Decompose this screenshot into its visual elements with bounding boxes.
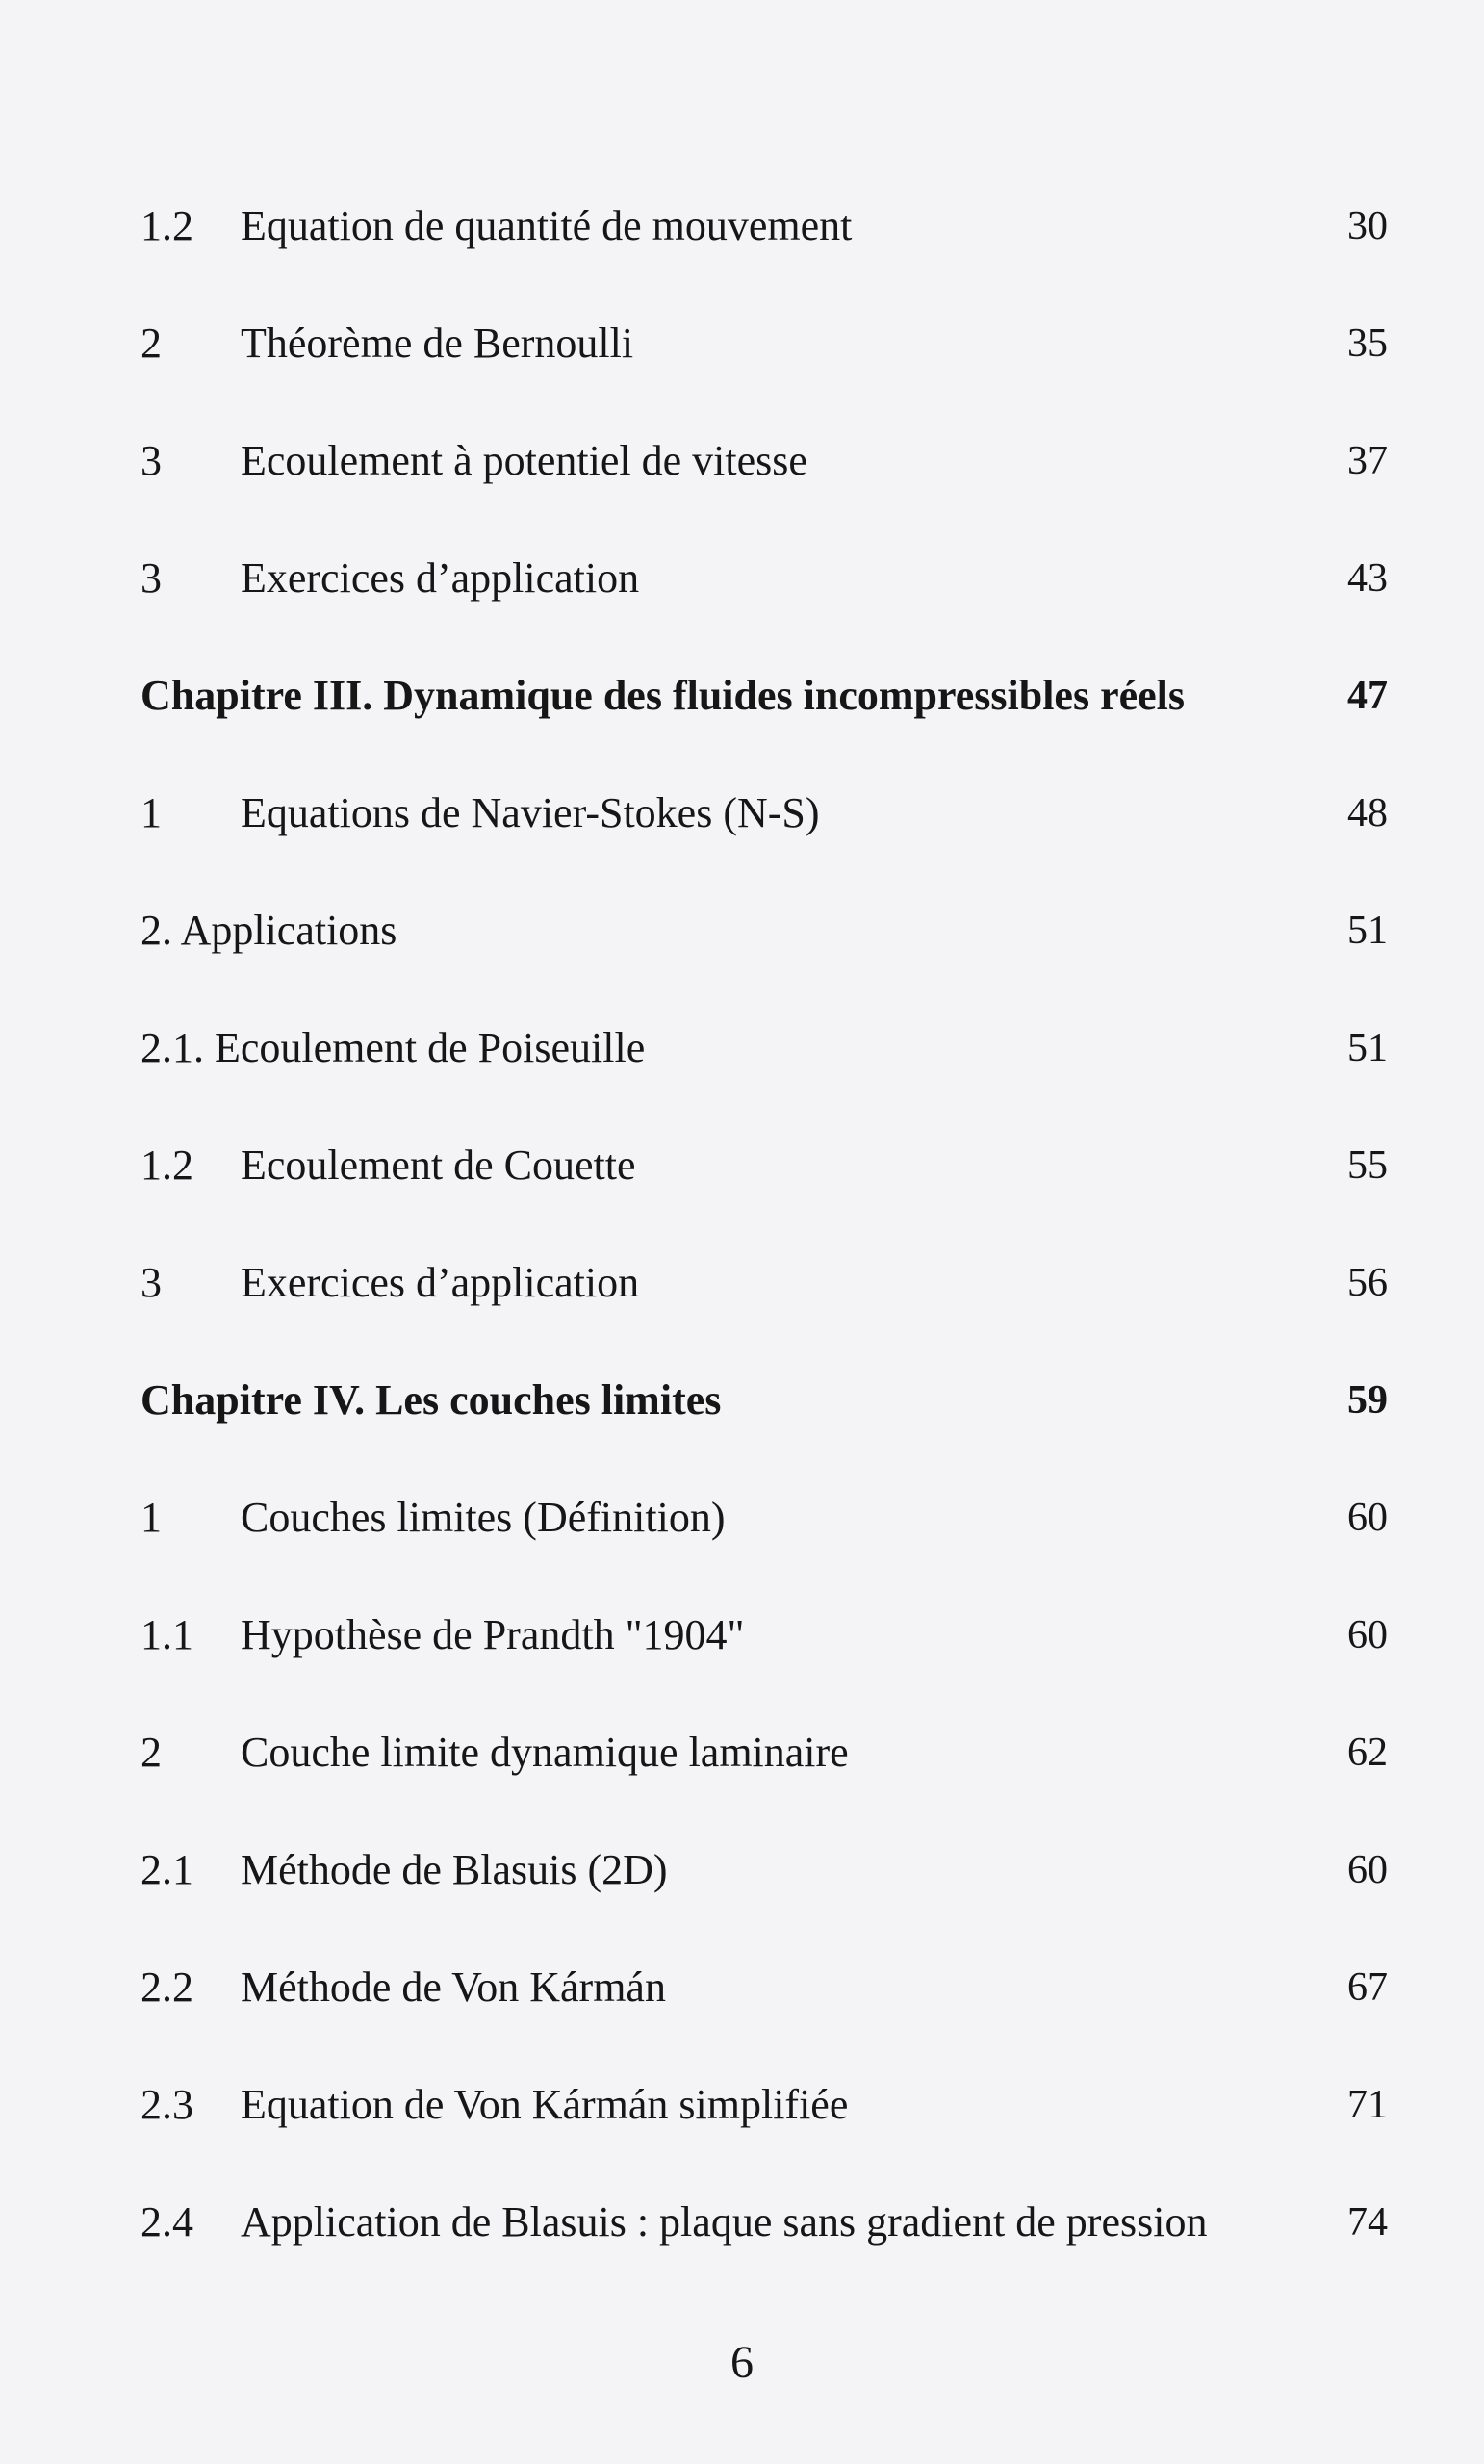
toc-entry-title: Exercices d’application — [241, 554, 640, 602]
toc-entry-page: 56 — [1347, 1261, 1388, 1305]
toc-entry-page: 74 — [1347, 2200, 1388, 2245]
toc-entry-page: 30 — [1347, 204, 1388, 248]
toc-entry-title: Equations de Navier-Stokes (N-S) — [241, 789, 820, 836]
toc-entry-title: Méthode de Von Kármán — [241, 1964, 666, 2011]
toc-entry — [0, 1014, 1484, 1082]
toc-entry-title: Couche limite dynamique laminaire — [241, 1729, 849, 1776]
toc-chapter-entry — [0, 662, 1484, 730]
toc-entry-number: 3 — [141, 554, 162, 602]
toc-entry-title: Exercices d’application — [241, 1259, 640, 1306]
toc-entry — [0, 1132, 1484, 1199]
toc-entry-page: 55 — [1347, 1143, 1388, 1188]
toc-entry-number: 3 — [141, 1259, 162, 1306]
toc-entry-page: 59 — [1347, 1378, 1388, 1423]
toc-entry-title: Ecoulement de Couette — [241, 1142, 636, 1189]
toc-entry — [0, 1836, 1484, 1904]
toc-entry-number: 1 — [141, 1494, 162, 1541]
toc-entry-title: 2.1. Ecoulement de Poiseuille — [141, 1024, 646, 1071]
toc-entry-page: 67 — [1347, 1965, 1388, 2010]
toc-entry-title: Hypothèse de Prandth "1904" — [241, 1611, 745, 1658]
toc-entry — [0, 780, 1484, 847]
toc-chapter-entry — [0, 1367, 1484, 1434]
toc-entry — [0, 310, 1484, 377]
toc-entry — [0, 192, 1484, 260]
toc-entry-page: 51 — [1347, 909, 1388, 953]
toc-entry-page: 71 — [1347, 2083, 1388, 2127]
toc-entry-title: Théorème de Bernoulli — [241, 320, 634, 367]
toc-entry-page: 37 — [1347, 439, 1388, 483]
toc-entry-page: 48 — [1347, 791, 1388, 835]
toc-entry — [0, 897, 1484, 964]
toc-entry — [0, 1484, 1484, 1552]
toc-entry — [0, 2071, 1484, 2139]
toc-entry — [0, 1249, 1484, 1317]
toc-entry-number: 1 — [141, 789, 162, 836]
chapter-heading: Chapitre III. Dynamique des fluides incompressibles réels — [141, 672, 1186, 719]
toc-entry-title: Méthode de Blasuis (2D) — [241, 1846, 668, 1893]
toc-entry — [0, 1719, 1484, 1786]
toc-entry-number: 1.2 — [141, 1142, 193, 1189]
toc-entry-page: 51 — [1347, 1026, 1388, 1070]
toc-entry-page: 60 — [1347, 1496, 1388, 1540]
toc-entry-title: 2. Applications — [141, 907, 397, 954]
toc-entry-title: Application de Blasuis : plaque sans gradient de pression — [241, 2198, 1208, 2246]
page-number: 6 — [730, 2337, 754, 2388]
toc-entry-number: 2.4 — [141, 2198, 193, 2246]
toc-entry-number: 2 — [141, 1729, 162, 1776]
toc-entry-number: 2 — [141, 320, 162, 367]
toc-entry — [0, 1602, 1484, 1669]
toc-entry-page: 43 — [1347, 556, 1388, 601]
toc-entry-page: 35 — [1347, 321, 1388, 366]
toc-entry-number: 2.1 — [141, 1846, 193, 1893]
toc-entry-number: 1.2 — [141, 202, 193, 249]
toc-entry-title: Equation de Von Kármán simplifiée — [241, 2081, 849, 2128]
toc-entry-page: 47 — [1347, 674, 1388, 718]
toc-entry-title: Couches limites (Définition) — [241, 1494, 726, 1541]
toc-entry-title: Equation de quantité de mouvement — [241, 202, 853, 249]
toc-entry — [0, 427, 1484, 495]
toc-entry-page: 60 — [1347, 1848, 1388, 1892]
toc-entry-page: 60 — [1347, 1613, 1388, 1657]
toc-entry-number: 1.1 — [141, 1611, 193, 1658]
toc-entry — [0, 1954, 1484, 2021]
toc-entry-title: Ecoulement à potentiel de vitesse — [241, 437, 807, 484]
toc-entry-number: 2.3 — [141, 2081, 193, 2128]
toc-entry-page: 62 — [1347, 1731, 1388, 1775]
toc-entry — [0, 2189, 1484, 2256]
toc-entry-number: 2.2 — [141, 1964, 193, 2011]
toc-entry — [0, 545, 1484, 612]
toc-entry-number: 3 — [141, 437, 162, 484]
chapter-heading: Chapitre IV. Les couches limites — [141, 1376, 722, 1424]
